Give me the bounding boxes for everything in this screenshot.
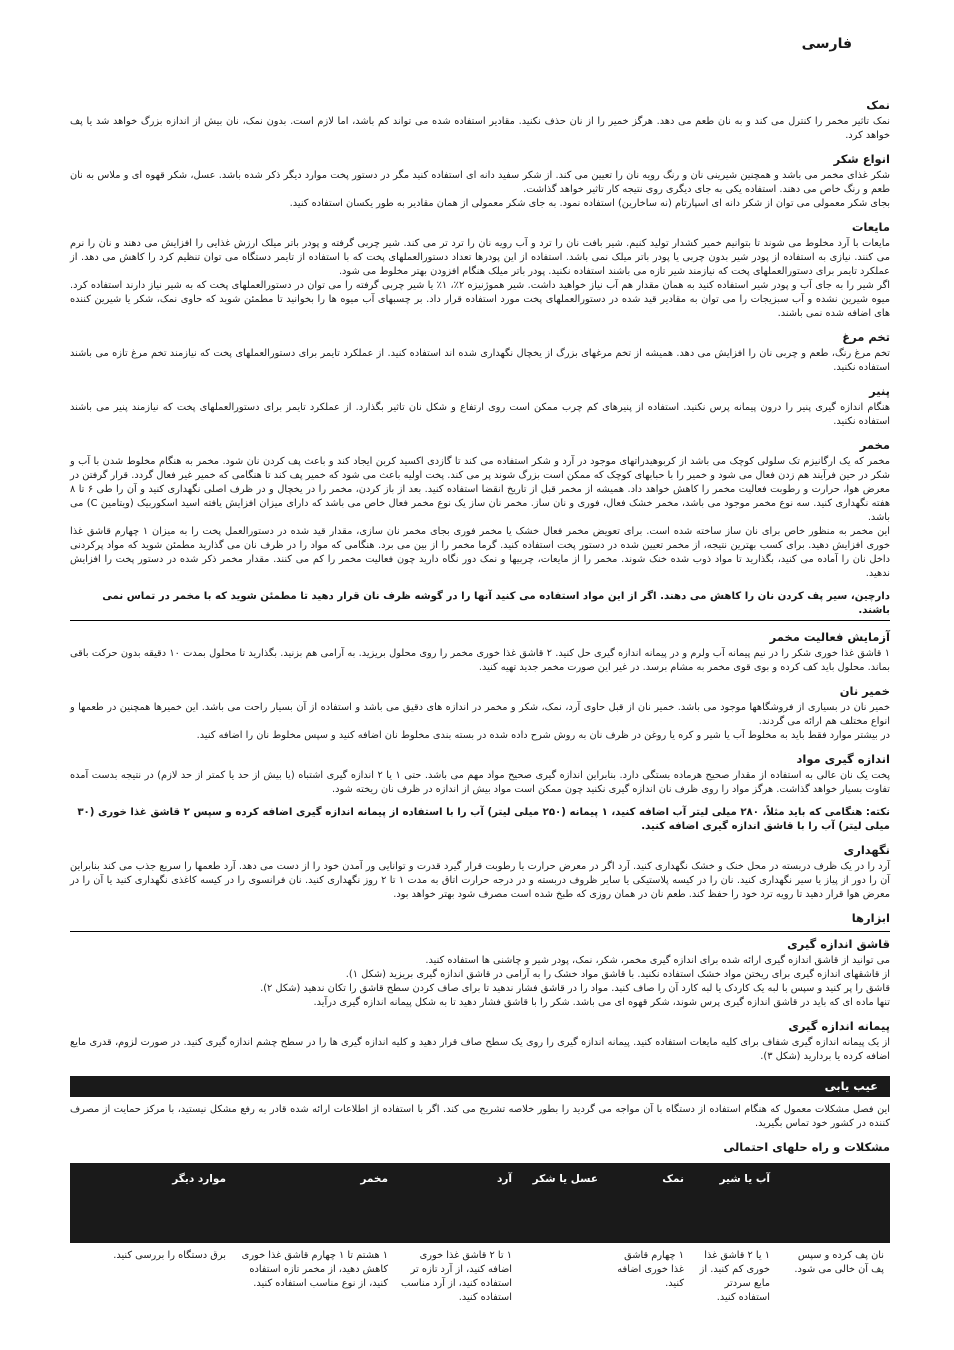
section-title: نگهداری [843,843,890,857]
section-paragraph: نمک تاثیر مخمر را کنترل می کند و به نان طعم می دهد. هرگز خمیر را از نان حذف نکنید. مقادیر استفاده شده می تواند کم باشد، اما لازم است. بدون نمک، نان بیش از اندازه بزرگ خواهد شد یا پف خواهد کرد. [70,116,890,141]
content-section [70,684,890,743]
section-paragraph: تنها ماده ای که باید در قاشق اندازه گیری پرس شوند، شکر قهوه ای می باشد. شکر را با قاشق فشار دهید تا به شکل پیمانه اندازه گیری درآید. [313,997,890,1008]
content-section [70,98,890,143]
tool-section [70,1019,890,1064]
section-paragraph: می توانید از قاشق اندازه گیری ارائه شده برای اندازه گیری مخمر، شکر، نمک، پودر شیر و چاشنی ها استفاده کنید. [425,955,890,966]
section-paragraph: مایعات با آرد مخلوط می شوند تا بتوانیم خمیر کشدار تولید کنیم. شیر بافت نان را ترد و آب رویه نان را ترد تر می کند. شیر چربی گرفته و پودر باتر میلک ارزش غذایی را افزایش می دهند و نان را نرم می کنند. نیازی به استفاده از پودر شیر بدون چربی یا پودر باتر میلک نمی باشد. استفاده از این پودرها تعداد دستورالعملهای پخت که با استفاده از تایمر دستگاه می توان تنظیم کرد را کاهش می دهد. از عملکرد تایمر برای دستورالعملهای پخت که نیازمند شیر تازه می باشند استفاده نکنید. پودر باتر میلک هنگام افزودن بهتر مخلوط می شود. [70,238,890,277]
page [70,30,890,1311]
note-measure: نکته: هنگامی که باید مثلاً، ۲۸۰ میلی لیتر آب اضافه کنید، ۱ پیمانه (۲۵۰ میلی لیتر) آب را با استفاده از پیمانه اندازه گیری اضافه کرده و سپس ۲ قاشق غذا خوری (۳۰ میلی لیتر) آب را با قاشق اندازه گیری اضافه کنید. [77,807,890,832]
section-paragraph: اگر شیر را به جای آب و پودر شیر استفاده کنید به همان مقدار هم آب نیاز خواهید داشت. شیر هموژنیزه ۲٪، ۱٪ یا شیر چربی گرفته را می توان در دستورالعملهای پخت که به شیر نیاز دارند استفاده کرد. میوه شیرین نشده و آب سبزیجات را می توان به مقادیر قید شده در دستورالعملهای پخت مورد استفاده قرار داد. بر چسبهای آب میوه ها را بخوانید تا مطمئن شوید که حاوی نمک، شکر یا شیرین کننده های اضافه شده نمی باشند. [70,280,890,319]
table-header-cell: مخمر [232,1163,394,1243]
section-title: اندازه گیری مواد [796,752,890,766]
troubleshooting-sub-block [70,1140,890,1154]
section-title: انواع شکر [833,152,890,166]
table-cell: ۱ چهارم قاشق غذا خوری اضافه کنید. [617,1250,684,1289]
section-paragraph: آرد را در یک ظرف دربسته در محل خنک و خشک نگهداری کنید. آرد اگر در معرض حرارت یا رطوبت قرار گیرد قدرت و توانایی ور آمدن خود را از دست می دهد. آرد طعمها را سریع جذب می کند بنابراین آن را دور از پیاز یا سیر نگهداری کنید. نان را در کیسه پلاستیکی یا سایر ظروف دربسته و در درجه حرارت اتاق به مدت ۱ تا ۲ روز نگهداری کنید. نان فرانسوی را در کیسه کاغذی نگهداری کنید یا آن را در معرض هوا قرار دهید تا رویه ترد خود را حفظ کند. طعم نان در همان روزی که طبخ شده است مصرف شود بهتر خواهد بود. [70,861,890,900]
table-header-cell: عسل یا شکر [518,1163,604,1243]
section-paragraph: در بیشتر موارد فقط باید به مخلوط آب یا شیر و کره یا روغن در ظرف نان به روش شرح داده شده در بسته بندی مخلوط نان اضافه کنید و سپس مخلوط نان را اضافه کنید. [196,730,890,741]
section-paragraph: تخم مرغ رنگ، طعم و چربی نان را افزایش می دهد. همیشه از تخم مرغهای بزرگ از یخچال نگهداری شده اند استفاده کنید. از عملکرد تایمر برای دستورالعملهای پخت که نیازمند تخم مرغ تازه می باشند استفاده نکنید. [70,348,890,373]
troubleshooting-bar: عیب یابی [70,1076,890,1097]
section-paragraph: از یک پیمانه اندازه گیری شفاف برای کلیه مایعات استفاده کنید. پیمانه اندازه گیری را روی یک سطح صاف قرار دهید و کلیه اندازه گیری ها را در سطح چشم اندازه گیری کنید. در صورت لزوم، قدری مایع اضافه کرده یا بردارید (شکل ۳). [70,1037,890,1062]
section-paragraph: خمیر نان در بسیاری از فروشگاهها موجود می باشد. خمیر نان از قبل حاوی آرد، نمک، شکر و مخمر در اندازه های دقیق می باشد و استفاده از آن بسیار راحت می باشد. این خمیرها همچنین در طعمها و انواع مختلف هم ارائه می گردند. [70,702,890,727]
language-title: فارسی [801,36,852,52]
section-title: نمک [866,98,890,112]
table-cell: ۱ یا ۲ قاشق غذا خوری کم کنید. از مایع سردتر استفاده کنید. [699,1250,770,1303]
troubleshooting-intro-block [70,1103,890,1131]
section-paragraph: این مخمر به منظور خاص برای نان ساز ساخته شده است. برای تعویض مخمر فعال خشک یا مخمر فوری بجای مخمر نان سازی، مقدار قید شده در دستورالعمل پخت را به میزان ۱ چهارم قاشق غذا خوری افزایش دهید. برای کسب بهترین نتیجه، از مخمر تعیین شده در دستور پخت استفاده کنید. گرما مخمر را از بین می برد. هنگامی که مواد را در ظرف نان می گذارید مطمئن شوید که مواد پرکردنی داخل نان را آماده می کنید، بگذارید تا مواد ذوب شده خنک شوند. مخمر را از مایعات، چربیها و نمک دور نگاه دارید چون فعالیت مخمر را کم می کنند. مقدار مخمر ذکر شده در دستور پخت را افزایش ندهید. [70,526,890,579]
table-header-cell: نمک [604,1163,690,1243]
section-storage [70,843,890,902]
main-content [70,98,890,1311]
section-title: تخم مرغ [842,330,890,344]
section-title: قاشق اندازه گیری [787,937,890,951]
section-paragraph: مخمر که یک ارگانیزم تک سلولی کوچک می باشد از کربوهیدراتهای موجود در آرد و شکر استفاده می کند تا گازدی اکسید کربن ایجاد کند و باعث پف کردن نان شود. مخمر به هنگام مخلوط شدن با آب و شکر در حین فرآیند هم زدن فعال می شود و خمیر را با حبابهای کوچک که ممکن است بزرگ شوند پر می کند. پخت اولیه باعث می شود که خمیر پف کند تا هنگامی که خمیر غیر فعال گردد. قرار گرفتن در معرض هوا، حرارت و رطوبت فعالیت مخمر را کاهش خواهد داد. همیشه از مخمر قبل از تاریخ انقضا استفاده کنید. بعد از باز کردن، مخمر را در یخچال و در ظرف اصلی نگهداری کنید و آن را طی ۶ تا ۸ هفته نگهداری کنید. سه نوع مخمر موجود می باشد، مخمر خشک فعال، فوری و نان ساز. مخمر نان ساز یک نوع مخمر فعال خاص می باشد که دارای میزان افزایش یافته اسید اسکوربیک (ویتامین C) می باشد. [70,456,890,523]
section-title: مخمر [859,438,890,452]
content-section [70,220,890,321]
table-header-cell: آب یا شیر [690,1163,776,1243]
section-title: مایعات [851,220,890,234]
content-section [70,330,890,375]
table-row [70,1243,890,1311]
tools-heading: ابزارها [70,911,890,932]
section-paragraph: قاشق را پر کنید و سپس با لبه یک کاردک یا لبه کارد آن را صاف کنید. مواد را در قاشق فشار ندهید تا برای صاف کردن سطح قاشق را تکان ندهید (شکل ۲). [260,983,890,994]
tool-section [70,937,890,1010]
table-header-cell: موارد دیگر [70,1163,232,1243]
table-header-cell: آرد [394,1163,518,1243]
table-cell [518,1243,604,1311]
section-paragraph: بجای شکر معمولی می توان از شکر دانه ای اسپارتام (نه ساخارین) استفاده نمود. به جای شکر معمولی از همان مقادیر به طور یکسان استفاده کنید. [289,198,890,209]
note-bread: دارچین، سیر پف کردن نان را کاهش می دهند. اگر از این مواد استفاده می کنید آنها را در گوشه ظرف نان قرار دهید تا مطمئن شوید که با مخمر در تماس نمی باشند. [70,590,890,621]
content-section [70,384,890,429]
table-cell: برق دستگاه را بررسی کنید. [113,1250,226,1261]
table-cell: ۱ هشتم تا ۱ چهارم قاشق غذا خوری کاهش دهید، از مخمر تازه استفاده کنید، از نوع مناسب استفاده کنید. [241,1250,388,1289]
troubleshooting-subtitle: مشکلات و راه حلهای احتمالی [723,1140,890,1154]
troubleshooting-intro: این فصل مشکلات معمول که هنگام استفاده از دستگاه با آن مواجه می گردید را بطور خلاصه تشریح می کند. اگر با استفاده از اطلاعات ارائه شده قادر به رفع مشکل نیستید، با مرکز حمایت از مصرف کننده در کشور خود تماس بگیرید. [70,1104,890,1129]
section-title: خمیر نان [839,684,890,698]
section-paragraph: شکر غذای مخمر می باشد و همچنین شیرینی نان و رنگ رویه نان را تعیین می کند. از شکر سفید دانه ای استفاده کنید مگر در دستور پخت موارد دیگر ذکر شده باشد. عسل، شکر قهوه ای و ملاس به نان طعم و رنگ خاص می دهند. استفاده یکی به جای دیگری روی نتیجه کار تاثیر خواهد گذاشت. [70,170,890,195]
section-paragraph: هنگام اندازه گیری پنیر را درون پیمانه پرس نکنید. استفاده از پنیرهای کم چرب ممکن است روی ارتفاع و شکل نان تاثیر بگذارد. از عملکرد تایمر برای دستورالعملهای پخت که نیازمند پنیر می باشند استفاده نکنید. [70,402,890,427]
table-cell: نان پف کرده و سپس پف آن خالی می شود. [794,1250,884,1275]
section-paragraph: ۱ قاشق غذا خوری شکر را در نیم پیمانه آب ولرم و در پیمانه اندازه گیری حل کنید. ۲ قاشق غذا خوری مخمر را روی محلول بریزید. به آرامی هم بزنید. بگذارید تا محلول بمدت ۱۰ دقیقه بدون حرکت باقی بماند. محلول باید کف کرده و بوی قوی مخمر به مشام برسد. در غیر این صورت مخمر جدید تهیه کنید. [70,648,890,673]
section-paragraph: از قاشقهای اندازه گیری برای ریختن مواد خشک استفاده نکنید. با قاشق مواد خشک را به آرامی در قاشق اندازه گیری بریزید (شکل ۱). [345,969,890,980]
content-section [70,752,890,797]
section-title: آزمایش فعالیت مخمر [769,630,890,644]
table-header-cell [776,1163,890,1243]
section-title: پیمانه اندازه گیری [788,1019,890,1033]
section-title: پنیر [869,384,890,398]
section-paragraph: پخت یک نان عالی به استفاده از مقدار صحیح هرماده بستگی دارد. بنابراین اندازه گیری صحیح مواد مهم می باشد. حتی ۱ یا ۲ اندازه گیری اشتباه (یا بیش از حد یا کمتر از حد لازم) در نتیجه بدست آمده تفاوت بسیار خواهد گذاشت. هرگز مواد را روی ظرف نان اندازه گیری نکنید چون ممکن است مواد بیش از اندازه در ظرف نان ریخته شود. [70,770,890,795]
content-section [70,630,890,675]
troubleshooting-table [70,1163,890,1311]
content-section [70,152,890,211]
table-cell: ۱ تا ۲ قاشق غذا خوری اضافه کنید، از آرد تازه تر استفاده کنید، از آرد مناسب استفاده کنید. [401,1250,512,1303]
content-section [70,438,890,581]
